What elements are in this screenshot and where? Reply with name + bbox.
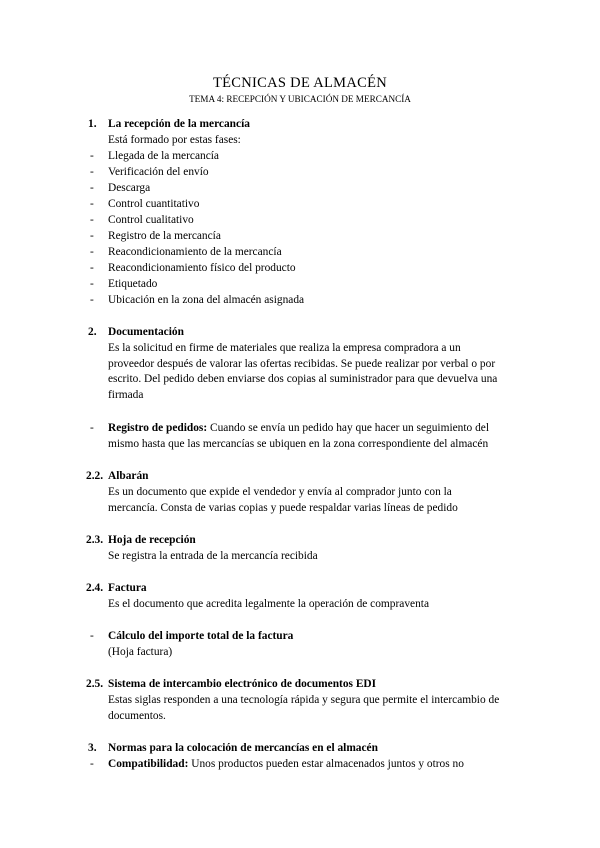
section-2-5-heading: Sistema de intercambio electrónico de documentos EDI <box>108 678 377 690</box>
section-2-5-number: 2.5. <box>86 678 104 690</box>
list-dash: - <box>90 214 94 226</box>
paragraph-line: Es un documento que expide el vendedor y envía al comprador junto con la <box>108 486 452 498</box>
compatibilidad-item <box>108 757 528 773</box>
section-2-5-paragraph <box>108 693 528 724</box>
list-dash: - <box>90 262 94 274</box>
paragraph-line: documentos. <box>108 709 166 722</box>
list-item: Control cuantitativo <box>108 198 200 210</box>
section-3-number: 3. <box>88 742 97 754</box>
calculo-factura-label: Cálculo del importe total de la factura <box>108 630 294 642</box>
list-item: Etiquetado <box>108 278 158 290</box>
registro-pedidos-text: Cuando se envía un pedido hay que hacer un seguimiento del <box>207 422 489 434</box>
document-subtitle: TEMA 4: RECEPCIÓN Y UBICACIÓN DE MERCANCÍA <box>189 94 411 104</box>
list-item: Ubicación en la zona del almacén asignada <box>108 294 305 306</box>
registro-pedidos-label: Registro de pedidos: <box>108 422 208 434</box>
list-dash: - <box>90 230 94 242</box>
paragraph-line: mismo hasta que las mercancías se ubiquen en la zona correspondiente del almacén <box>108 437 489 450</box>
list-item: Registro de la mercancía <box>108 230 221 242</box>
section-2-4-number: 2.4. <box>86 582 104 594</box>
section-2-2-paragraph <box>108 485 528 516</box>
list-dash: - <box>90 294 94 306</box>
list-item: Control cualitativo <box>108 214 194 226</box>
section-1-intro: Está formado por estas fases: <box>108 134 241 146</box>
document-title: TÉCNICAS DE ALMACÉN <box>212 75 388 91</box>
section-1-heading: La recepción de la mercancía <box>108 118 250 130</box>
list-item: Llegada de la mercancía <box>108 150 219 162</box>
paragraph-line: escrito. Del pedido deben enviarse dos copias al suministrador para que devuelva una <box>108 373 498 385</box>
list-dash: - <box>90 150 94 162</box>
paragraph-line: firmada <box>108 388 144 401</box>
section-2-heading: Documentación <box>108 326 184 338</box>
section-2-3-number: 2.3. <box>86 534 104 546</box>
registro-pedidos-item <box>108 421 528 452</box>
list-dash: - <box>90 278 94 290</box>
list-dash: - <box>90 182 94 194</box>
section-2-2-number: 2.2. <box>86 470 104 482</box>
section-2-3-paragraph: Se registra la entrada de la mercancía recibida <box>108 550 318 562</box>
list-dash: - <box>90 758 94 770</box>
section-2-4-heading: Factura <box>108 582 147 594</box>
paragraph-line: Es la solicitud en firme de materiales que realiza la empresa compradora a un <box>108 342 461 354</box>
compatibilidad-text: Unos productos pueden estar almacenados juntos y otros no <box>188 758 464 770</box>
calculo-factura-note: (Hoja factura) <box>108 646 173 658</box>
section-2-3-heading: Hoja de recepción <box>108 534 196 546</box>
compatibilidad-label: Compatibilidad: <box>108 758 189 770</box>
list-item: Verificación del envío <box>108 166 209 178</box>
section-2-4-paragraph: Es el documento que acredita legalmente la operación de compraventa <box>108 598 430 610</box>
list-dash: - <box>90 166 94 178</box>
section-2-2-heading: Albarán <box>108 470 149 482</box>
paragraph-line: mercancía. Consta de varias copias y puede respaldar varias líneas de pedido <box>108 501 458 514</box>
list-dash: - <box>90 630 94 642</box>
list-item: Reacondicionamiento de la mercancía <box>108 246 282 258</box>
paragraph-line: Estas siglas responden a una tecnología rápida y segura que permite el intercambio de <box>108 694 500 706</box>
list-item: Reacondicionamiento físico del producto <box>108 262 296 274</box>
paragraph-line: proveedor después de valorar las ofertas recibidas. Se puede realizar por verbal o por <box>108 357 496 370</box>
list-item: Descarga <box>108 182 151 194</box>
list-dash: - <box>90 198 94 210</box>
list-dash: - <box>90 422 94 434</box>
section-1-number: 1. <box>88 118 97 130</box>
section-3-heading: Normas para la colocación de mercancías en el almacén <box>108 742 378 754</box>
section-2-number: 2. <box>88 326 97 338</box>
section-2-paragraph <box>108 341 528 403</box>
list-dash: - <box>90 246 94 258</box>
